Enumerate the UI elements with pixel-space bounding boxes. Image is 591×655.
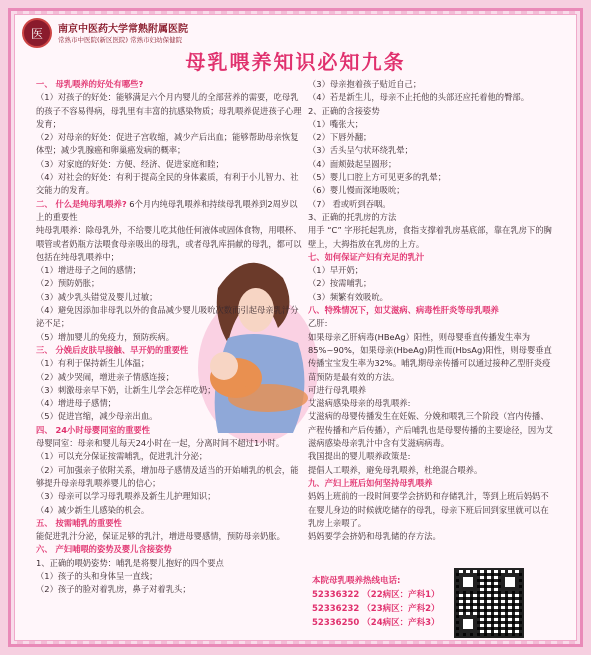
paragraph: （1）早开奶；	[308, 265, 364, 276]
page-title: 母乳喂养知识必知九条	[185, 50, 406, 74]
paragraph: 3、正确的托乳房的方法	[308, 211, 397, 222]
section-heading: 一、 母乳喂养的好处有哪些?	[36, 79, 144, 89]
heading-tail: 6个月内纯母乳喂养和持续母乳喂养到2周岁以上的重要性	[36, 198, 298, 222]
paragraph: 提倡人工喂养，避免母乳喂养，杜绝混合喂养。	[308, 464, 483, 475]
paragraph: （2）对母亲的好处：促进子宫收缩，减少产后出血；能够帮助母亲恢复体型；减少乳腺癌和卵巢癌发病的概率；	[36, 132, 299, 156]
paragraph: （2）减少哭闹，增进亲子情感连接；	[36, 371, 175, 382]
paragraph: （2）预防奶胀；	[36, 278, 100, 289]
paragraph: 2、正确的含接姿势	[308, 105, 380, 116]
paragraph: （3）刺激母亲早下奶，让新生儿学会怎样吃奶；	[36, 384, 216, 395]
section-heading: 六、 产妇哺喂的姿势及婴儿含接姿势	[36, 544, 172, 555]
paragraph: （4）对社会的好处：有利于提高全民的身体素质，有利于小儿智力、社交能力的发育。	[36, 172, 299, 196]
hospital-subtitle: 常熟市中医院(新区医院) 常熟市妇幼保健院	[58, 36, 183, 44]
hotline-number: 52336232 （23病区：产科2）	[312, 604, 440, 614]
section-heading: 七、如何保证产妇有充足的乳汁	[308, 251, 425, 262]
paragraph: （4）面颊鼓起呈圆形；	[308, 158, 397, 169]
paragraph: （1）孩子的头和身体呈一直线；	[36, 570, 158, 581]
paragraph: （5）增加婴儿的免疫力，预防疾病。	[36, 331, 175, 342]
paragraph: 1、正确的喂奶姿势：哺乳是将婴儿抱好的四个要点	[36, 557, 224, 568]
section-heading: 五、 按需哺乳的重要性	[36, 517, 122, 528]
paragraph: （3）减少乳头错觉及婴儿过敏；	[36, 291, 158, 302]
paragraph: （2）孩子的脸对着乳房，鼻子对着乳头；	[36, 584, 191, 595]
paragraph: 妈妈上班前的一段时间要学会挤奶和存储乳汁，等到上班后妈妈不在婴儿身边的时候就吃储存的母乳，母亲下班后回到家里就可以在乳房上亲喂了。	[308, 491, 549, 528]
paragraph: （1）增进母子之间的感情；	[36, 265, 141, 276]
paragraph: （2）可加强亲子依附关系，增加母子感情及适当的开始哺乳的机会，能够提升母亲母乳喂养婴儿的信心；	[36, 464, 299, 488]
hotline-number: 52336322 （22病区：产科1）	[312, 590, 440, 600]
paragraph: （1）嘴张大；	[308, 118, 364, 129]
paragraph: 能促进乳汁分泌，保证足够的乳汁，增进母婴感情，预防母亲奶胀。	[36, 531, 285, 542]
paragraph: 艾滋病的母婴传播发生在妊娠、分娩和喂乳三个阶段（宫内传播、产程传播和产后传播），产后哺乳也是母婴传播的主要途径，因为艾滋病感染母亲乳汁中含有艾滋病病毒。	[308, 411, 553, 449]
paragraph: （3）母亲可以学习母乳喂养及新生儿护理知识；	[36, 491, 216, 502]
paragraph: （7） 看或听到吞咽。	[308, 198, 391, 209]
qr-code-icon[interactable]	[454, 568, 524, 638]
hotline-title: 本院母乳喂养热线电话:	[312, 576, 401, 586]
paragraph: （3）母亲抱着孩子贴近自己；	[308, 79, 422, 89]
paragraph: 妈妈要学会挤奶和母乳储的存方法。	[308, 531, 441, 542]
paragraph: （1）对孩子的好处：能够满足六个月内婴儿的全部营养的需要，吃母乳的孩子不容易得病，母乳里有丰富的抗感染物质；母乳喂养促进孩子心理发育；	[36, 92, 302, 129]
hospital-name: 南京中医药大学常熟附属医院	[58, 24, 188, 35]
paragraph: 如果母亲乙肝病毒(HBeAg）阳性，则母婴垂直传播发生率为85%~90%，如果母亲(HbeAg)阴性而(HbsAg)阳性，则母婴垂直传播宝宝发生率为32%。哺乳期母亲传播可以通过接种乙型肝炎疫苗预防是最有效的方法。	[308, 331, 552, 382]
paragraph: （4）若是新生儿，母亲不止托他的头部还应托着他的臀部。	[308, 92, 529, 103]
paragraph: 纯母乳喂养：除母乳外，不给婴儿吃其他任何液体或固体食物，用喂杯、喂管或者奶瓶方法喂食母亲吸出的母乳，或者母乳库捐献的母乳，都可以包括在纯母乳喂养中；	[36, 225, 302, 262]
paragraph: （3）舌头呈勺状环绕乳晕；	[308, 145, 413, 156]
section-heading: 三、 分娩后皮肤早接触、早开奶的重要性	[36, 344, 189, 355]
paragraph: （6）婴儿慢而深地吸吮；	[308, 185, 405, 196]
paragraph: 母婴同室：母亲和婴儿每天24小时在一起，分离时间不超过1小时。	[36, 438, 285, 449]
paragraph: （5）促进宫缩，减少母亲出血。	[36, 411, 158, 422]
paragraph: 用手 “C” 字形托起乳房，食指支撑着乳房基底部，靠在乳房下的胸壁上，大拇指放在乳房的上方。	[308, 225, 552, 249]
left-column	[36, 78, 304, 597]
hotline-number: 52336250 （24病区：产科3）	[312, 618, 440, 628]
paragraph: （2）下唇外翻；	[308, 132, 372, 143]
section-heading: 八、特殊情况下，如艾滋病、病毒性肝炎等母乳喂养	[308, 305, 499, 316]
paragraph: 艾滋病感染母亲的母乳喂养:	[308, 398, 411, 409]
paragraph: （4）避免因添加非母乳以外的食品减少婴儿吸吮次数而引起母亲乳汁分泌不足；	[36, 305, 299, 329]
section-heading: 九、产妇上班后如何坚持母乳喂养	[308, 477, 433, 488]
paragraph: （4）减少新生儿感染的机会。	[36, 504, 150, 515]
paragraph: （2）按需哺乳；	[308, 278, 372, 289]
paragraph: 可进行母乳喂养	[308, 384, 367, 395]
section-heading	[36, 198, 304, 225]
hospital-logo-icon: 医	[22, 18, 52, 48]
paragraph: （5）婴儿口腔上方可见更多的乳晕；	[308, 172, 447, 183]
heading-text: 二、 什么是纯母乳喂养?	[36, 198, 127, 209]
hotline-box	[312, 574, 440, 630]
section-heading: 四、 24小时母婴同室的重要性	[36, 424, 150, 435]
paragraph: （1）有利于保持新生儿体温；	[36, 358, 150, 369]
paragraph: （1）可以充分保证按需哺乳，促进乳汁分泌；	[36, 451, 208, 462]
paragraph: 乙肝:	[308, 318, 328, 329]
paragraph: 我国提出的婴儿喂养政策是:	[308, 451, 411, 462]
paragraph: （4）增进母子感情；	[36, 398, 116, 409]
paragraph: （3）频繁有效吸吮。	[308, 291, 388, 302]
paragraph: （3）对家庭的好处：方便、经济、促进家庭和睦；	[36, 158, 224, 169]
right-column	[308, 78, 554, 543]
